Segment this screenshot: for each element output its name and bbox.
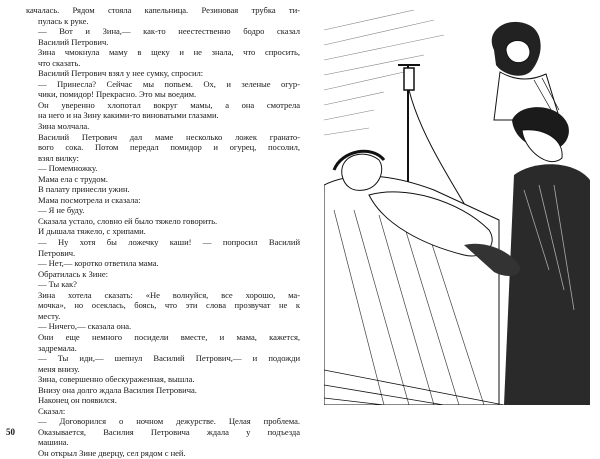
text-line: Они еще немного посидели вместе, и мама, кажется, [38, 331, 300, 342]
text-line: — Ну хотя бы ложечку каши! — попросил Василий [38, 237, 300, 248]
text-line: на него и на Зину какими-то виноватыми глазами. [38, 110, 219, 121]
text-line: — Помемножку. [38, 163, 98, 174]
page-number: 50 [6, 427, 15, 437]
text-line: — Нет,— коротко ответила мама. [38, 258, 159, 269]
text-line: Зина молчала. [38, 121, 90, 132]
text-line: Наконец он появился. [38, 395, 117, 406]
text-line: В палату принесли ужин. [38, 184, 130, 195]
vasily-figure [504, 107, 590, 405]
text-line: машина. [38, 437, 69, 448]
text-line: — Ты иди,— шепнул Василий Петрович,— и подожди [38, 353, 300, 364]
text-line: вого сока. Потом передал помидор и огурец, посолил, [38, 142, 300, 153]
text-line: месту. [38, 310, 61, 321]
text-line: Василий Петрович. [38, 36, 109, 47]
text-line: что сказать. [38, 57, 81, 68]
right-page [314, 0, 600, 443]
text-line: — Ничего,— сказала она. [38, 321, 132, 332]
text-column [26, 5, 300, 459]
text-line: Сказала устало, словно ей было тяжело говорить. [38, 215, 218, 226]
text-line: Василий Петрович взял у нее сумку, спросил: [38, 68, 204, 79]
text-line: — Ты как? [38, 279, 77, 290]
text-line: качалась. Рядом стояла капельница. Резиновая трубка ти- [26, 5, 300, 15]
text-line: Внизу она долго ждала Василия Петровича. [38, 384, 197, 395]
text-line: Мама посмотрела и сказала: [38, 194, 141, 205]
text-line: Зина чмокнула маму в щеку и не знала, что спросить, [38, 47, 300, 58]
text-line: задремала. [38, 342, 77, 353]
text-line: Петрович. [38, 247, 76, 258]
background-hatching [324, 10, 444, 135]
text-line: Зина хотела сказать: «Не волнуйся, все хорошо, ма- [38, 289, 300, 300]
hospital-scene-illustration [324, 10, 590, 405]
text-line: Сказал: [38, 405, 66, 416]
text-line: — Я не буду. [38, 205, 85, 216]
text-line: взял вилку: [38, 152, 79, 163]
illustration-drawing [324, 10, 590, 405]
text-line: И дышала тяжело, с хрипами. [38, 226, 146, 237]
text-line: Оказывается, Василия Петровича ждала у подъезда [38, 426, 300, 437]
text-line: Василий Петрович дал маме несколько ложек гранато- [38, 131, 300, 142]
text-line: пулась к руке. [38, 15, 89, 26]
text-line: — Вот и Зина,— как-то неестественно бодро сказал [38, 26, 300, 37]
text-line: Зина, совершенно обескураженная, вышла. [38, 374, 195, 385]
text-line: меня внизу. [38, 363, 80, 374]
left-page [6, 5, 302, 458]
text-line: Он уверенно хлопотал вокруг мамы, а она смотрела [38, 99, 300, 110]
text-line: Обратилась к Зине: [38, 268, 108, 279]
text-line: — Принесла? Сейчас мы попьем. Ох, и зеленые огур- [38, 78, 300, 89]
text-line: Мама ела с трудом. [38, 173, 108, 184]
zina-figure [492, 22, 560, 120]
text-line: мочка», но осеклась, боясь, что эти слова прозвучат не к [38, 300, 300, 311]
text-line: — Договорился о ночном дежурстве. Целая проблема. [38, 416, 300, 427]
text-line: Он открыл Зине дверцу, сел рядом с ней. [38, 447, 186, 458]
text-line: чики, помидор! Прекрасно. Это мы воедим. [38, 89, 197, 100]
